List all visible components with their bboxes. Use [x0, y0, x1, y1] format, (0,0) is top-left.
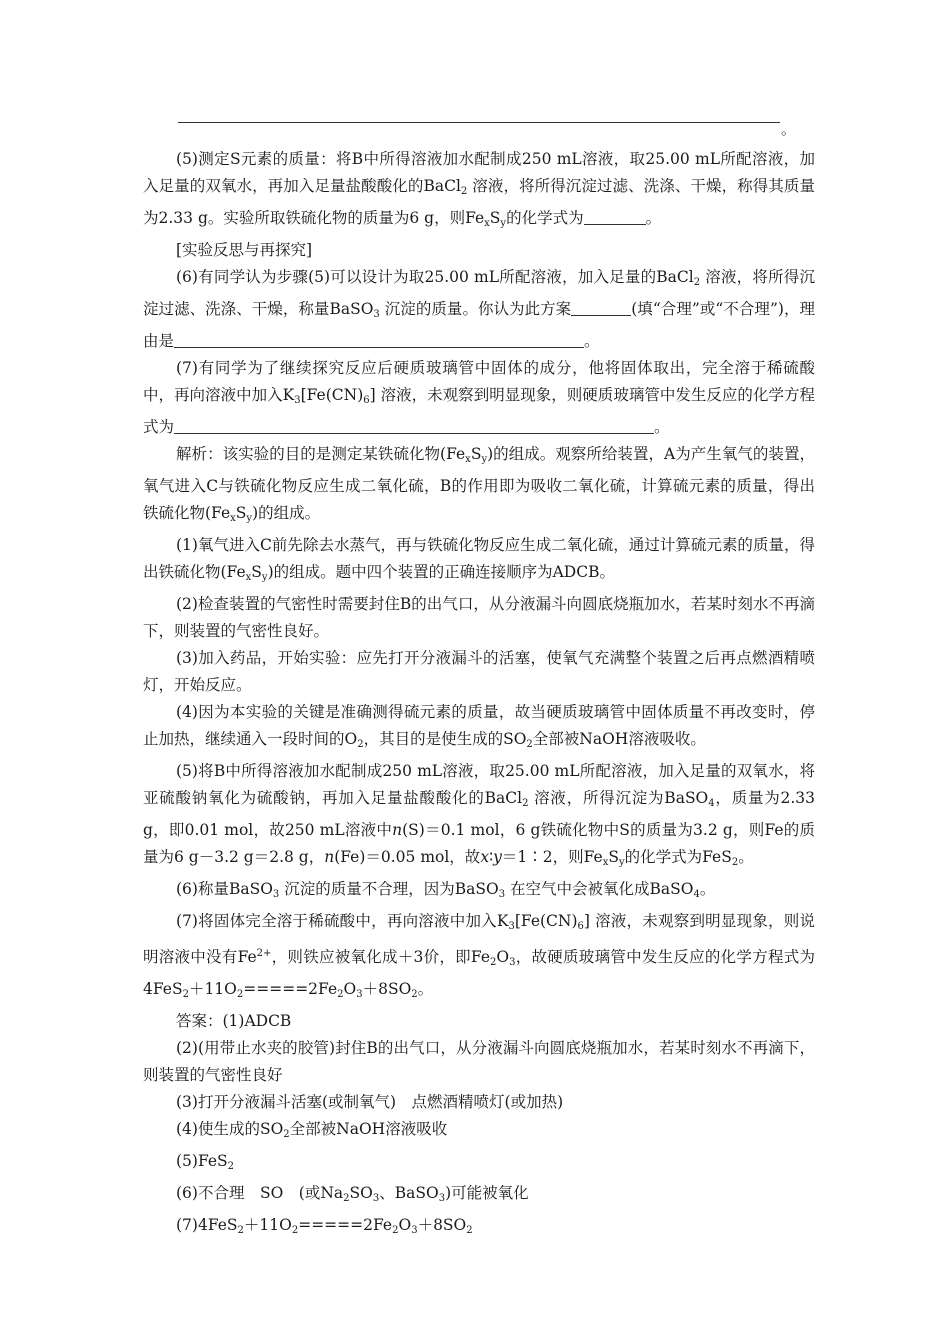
section-heading: [实验反思与再探究]: [176, 241, 313, 259]
analysis-6: (6)称量BaSO$_3$ 沉淀的质量不合理，因为BaSO$_3$ 在空气中会被氧化成BaSO$_4$。: [176, 880, 716, 900]
analysis-1: (1)氧气进入C前先除去水蒸气，再与铁硫化物反应生成二氧化硫，通过计算硫元素的质量，得出铁硫化物$(Fe_xS_y)$的组成。题中四个装置的正确连接顺序为ADCB。: [143, 536, 815, 583]
answer-7: $(7)4FeS_2+11O_2=====2Fe_2O_3+8SO_2$: [176, 1216, 473, 1236]
analysis-4: (4)因为本实验的关键是准确测得硫元素的质量，故当硬质玻璃管中固体质量不再改变时，停止加热，继续通入一段时间的$O_2$，其目的是使生成的$SO_2$全部被NaOH溶液吸收。: [143, 703, 815, 750]
line-end-mark: 。: [781, 120, 797, 138]
question-6: (6)有同学认为步骤(5)可以设计为取25.00 mL所配溶液，加入足量的BaCl$_2$ 溶液，将所得沉淀过滤、洗涤、干燥，称量BaSO$_3$ 沉淀的质量。你认为此方案 (填“合理”或“不合理”)，理由是 。: [143, 268, 816, 350]
analysis-7: (7)将固体完全溶于稀硫酸中，再向溶液中加入$K_3[Fe(CN)_6]$ 溶液，未观察到明显现象，则说明溶液中没有$Fe^{2+}$，则铁应被氧化成＋3价，即$Fe_2O_3$，故硬质玻璃管中发生反应的化学方程式为$4FeS_2+11O_2=====2Fe_2O_3+8SO_2$。: [143, 912, 815, 1000]
answer-4: (4)使生成的$SO_2$全部被NaOH溶液吸收: [176, 1120, 448, 1140]
answer-1: 答案：(1)ADCB: [176, 1012, 292, 1030]
answer-3: (3)打开分液漏斗活塞(或制氧气) 点燃酒精喷灯(或加热): [176, 1093, 564, 1111]
fill-blank: [174, 333, 584, 348]
question-5: (5)测定S元素的质量：将B中所得溶液加水配制成250 mL溶液，取25.00 mL所配溶液，加入足量的双氧水，再加入足量盐酸酸化的BaCl$_2$ 溶液，将所得沉淀过滤、洗涤、干燥，称得其质量为2.33 g。实验所取铁硫化物的质量为6 g，则$Fe_xS_y$的化学式为 。: [143, 150, 815, 229]
answer-blank-line: [178, 122, 780, 123]
question-7: (7)有同学为了继续探究反应后硬质玻璃管中固体的成分，他将固体取出，完全溶于稀硫酸中，再向溶液中加入$K_3[Fe(CN)_6]$ 溶液，未观察到明显现象，则硬质玻璃管中发生反应的化学方程式为 。: [143, 359, 815, 436]
analysis-3: (3)加入药品，开始实验：应先打开分液漏斗的活塞，使氧气充满整个装置之后再点燃酒精喷灯，开始反应。: [143, 649, 815, 694]
answer-5: (5)FeS$_2$: [176, 1152, 235, 1172]
analysis-intro: 解析：该实验的目的是测定某铁硫化物$(Fe_xS_y)$的组成。观察所给装置，A为产生氧气的装置，氧气进入C与铁硫化物反应生成二氧化硫，B的作用即为吸收二氧化硫，计算硫元素的质量，得出铁硫化物$(Fe_xS_y)$的组成。: [143, 445, 815, 524]
document-body: [143, 146, 815, 1244]
analysis-5: (5)将B中所得溶液加水配制成250 mL溶液，取25.00 mL所配溶液，加入足量的双氧水，将亚硫酸钠氧化为硫酸钠，再加入足量盐酸酸化的BaCl$_2$ 溶液，所得沉淀为BaSO$_4$，质量为2.33 g，即0.01 mol，故250 mL溶液中n(S)＝0.1 mol，6 g铁硫化物中S的质量为3.2 g，则Fe的质量为6 g－3.2 g＝2.8 g，n(Fe)＝0.05 mol，故x∶y＝1∶2，则$Fe_xS_y$的化学式为FeS$_2$。: [143, 762, 816, 868]
answer-6: (6)不合理 SO (或$Na_2SO_3$、BaSO$_3$)可能被氧化: [176, 1184, 529, 1204]
fill-blank: [174, 419, 654, 434]
fill-blank: [584, 210, 646, 225]
analysis-2: (2)检查装置的气密性时需要封住B的出气口，从分液漏斗向圆底烧瓶加水，若某时刻水不再滴下，则装置的气密性良好。: [143, 595, 815, 640]
fill-blank: [571, 301, 631, 316]
answer-2: (2)(用带止水夹的胶管)封住B的出气口，从分液漏斗向圆底烧瓶加水，若某时刻水不再滴下，则装置的气密性良好: [143, 1039, 815, 1084]
